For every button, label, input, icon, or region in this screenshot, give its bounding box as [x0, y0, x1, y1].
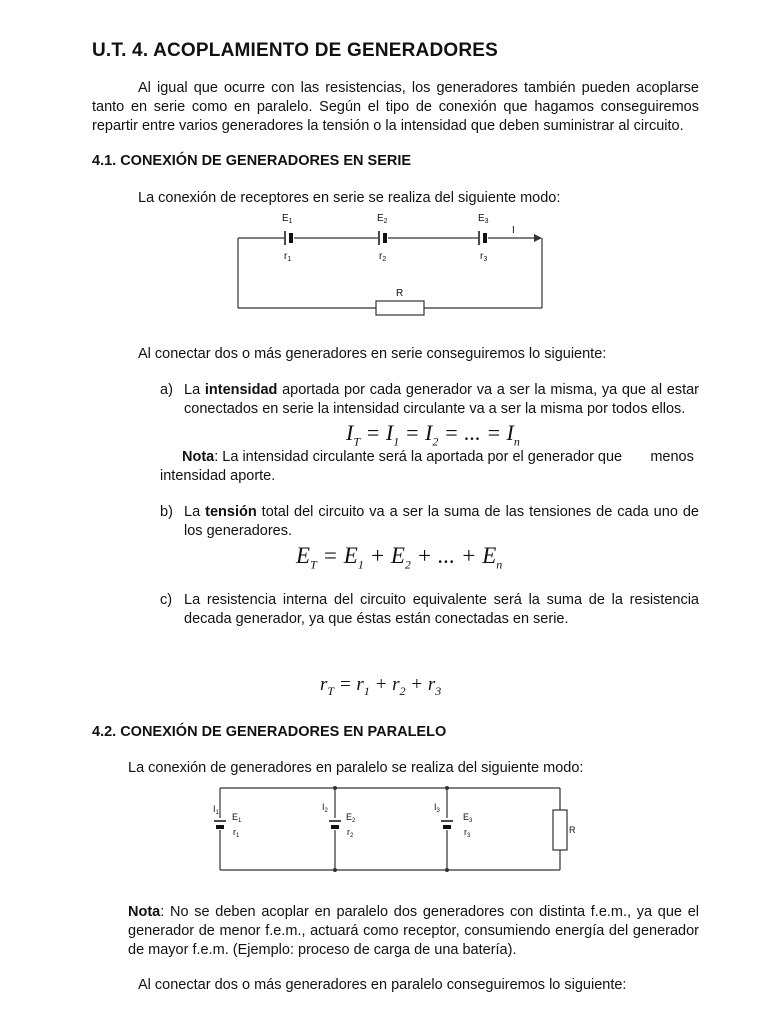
battery-e1-icon	[284, 230, 294, 246]
item-c-text: La resistencia interna del circuito equivalente será la suma de la resistencia decada generador, ya que éstas están conectadas en serie.	[184, 592, 699, 627]
label-current: I	[512, 225, 515, 236]
label-i1: $I_1$	[213, 804, 219, 816]
label-r1: $r_1$	[284, 251, 292, 263]
item-b-text: La tensión total del circuito va a ser la suma de las tensiones de cada uno de los generadores.	[184, 504, 699, 539]
label-pe3: $E_3$	[463, 812, 473, 824]
label-r3: $r_3$	[480, 251, 488, 263]
label-e2: $E_2$	[377, 213, 388, 225]
label-pr2: $r_2$	[347, 827, 354, 839]
battery-p1-icon	[213, 818, 227, 830]
parallel-circuit-diagram	[205, 780, 590, 880]
label-pe2: $E_2$	[346, 812, 356, 824]
item-b-marker: b)	[160, 504, 173, 520]
battery-p2-icon	[328, 818, 342, 830]
current-arrow-icon	[534, 234, 542, 242]
page-title: U.T. 4. ACOPLAMIENTO DE GENERADORES	[92, 40, 499, 61]
series-circuit-diagram	[228, 208, 558, 323]
label-e3: $E_3$	[478, 213, 489, 225]
serie-lead-text: La conexión de receptores en serie se realiza del siguiente modo:	[138, 190, 561, 206]
label-resistor: R	[396, 288, 404, 299]
nota-serie: Nota: La intensidad circulante será la aportada por el generador que menos intensidad aporte.	[160, 449, 698, 484]
label-i3: $I_3$	[434, 802, 440, 814]
label-pr1: $r_1$	[233, 827, 240, 839]
item-a-bold: intensidad	[204, 382, 278, 398]
section-heading-paralelo: 4.2. CONEXIÓN DE GENERADORES EN PARALELO	[92, 724, 447, 740]
intro-paragraph: Al igual que ocurre con las resistencias, los generadores también pueden acoplarse tanto en serie como en paralelo. Según el tipo de conexión que hagamos conseguiremos repartir entre varios generadores la tensión o la intensidad que deben suministrar al circuito.	[92, 80, 699, 134]
formula-resistance: $r_T = r_1 + r_2 + r_3$	[320, 674, 442, 698]
item-a-marker: a)	[160, 382, 173, 398]
serie-consequences-text: Al conectar dos o más generadores en serie conseguiremos lo siguiente:	[138, 346, 607, 362]
item-b-bold: tensión	[205, 504, 257, 520]
paralelo-lead-text: La conexión de generadores en paralelo se realiza del siguiente modo:	[128, 760, 584, 776]
formula-intensity: $I_T = I_1 = I_2$ = ... = $I_n$	[346, 420, 520, 449]
formula-tension: $E_T = E_1 + E_2$ + ... + $E_n$	[296, 543, 503, 572]
item-c-marker: c)	[160, 592, 173, 608]
label-presistor: R	[569, 825, 576, 835]
nota-paralelo: Nota: No se deben acoplar en paralelo dos generadores con distinta f.e.m., ya que el generador de menor f.e.m., actuará como receptor, consumiendo energía del generador de mayor f.e.m. (Ejemplo: proceso de carga de una batería).	[128, 904, 699, 958]
paralelo-consequences-text: Al conectar dos o más generadores en paralelo conseguiremos lo siguiente:	[138, 977, 627, 993]
label-r2: $r_2$	[379, 251, 387, 263]
section-heading-serie: 4.1. CONEXIÓN DE GENERADORES EN SERIE	[92, 153, 412, 169]
battery-e3-icon	[478, 230, 488, 246]
label-e1: $E_1$	[282, 213, 293, 225]
item-a-text: La intensidad aportada por cada generador va a ser la misma, ya que al estar conectados en serie la intensidad circulante va a ser la misma por todos ellos.	[184, 382, 699, 417]
battery-e2-icon	[378, 230, 388, 246]
battery-p3-icon	[440, 818, 454, 830]
label-pe1: $E_1$	[232, 812, 242, 824]
label-i2: $I_2$	[322, 802, 328, 814]
label-pr3: $r_3$	[464, 827, 471, 839]
